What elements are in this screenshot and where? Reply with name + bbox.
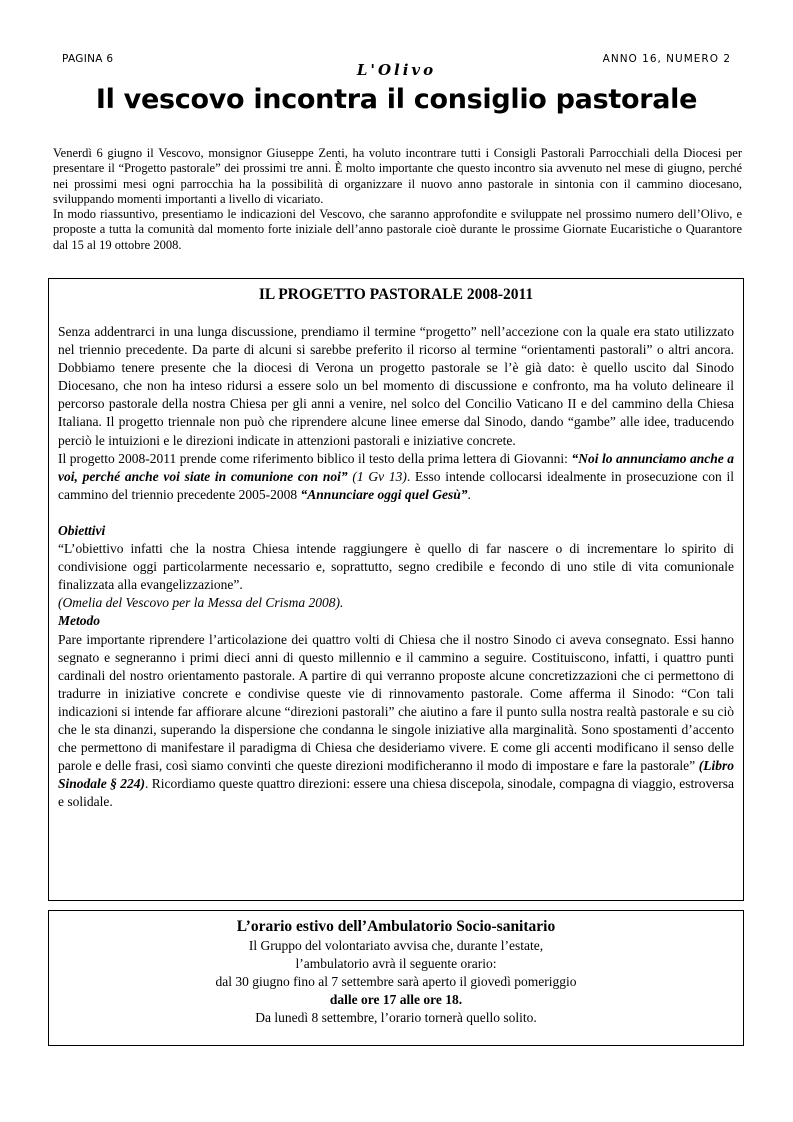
progetto-paragraph-1: Senza addentrarci in una lunga discussione, prendiamo il termine “progetto” nell’accezione con la quale era stato utilizzato nel triennio precedente. Da parte di alcuni si sarebbe preferito il ricorso al termine “orientamenti pastorali” o altri ancora. Dobbiamo tenere presente che la diocesi di Verona un progetto pastorale se l’è già dato: è quello uscito dal Sinodo Diocesano, che non ha inteso ridursi a essere solo un bel momento di discussione e confronto, ma ha voluto delineare il percorso pastorale della nostra Chiesa per gli anni a venire, nel solco del Concilio Vaticano II e del cammino della Chiesa Italiana. Il progetto triennale non può che riprendere alcune linee emerse dal Sinodo, dando “gambe” alle idee, traducendo perciò le intuizioni e le direzioni indicate in attenzioni pastorali e iniziative concrete. xyxy=(58,324,734,448)
metodo-text xyxy=(58,631,734,812)
previous-project-title: “Annunciare oggi quel Gesù” xyxy=(300,486,468,502)
progetto-box xyxy=(48,278,744,901)
metodo-heading: Metodo xyxy=(58,613,100,629)
intro-paragraph-2: In modo riassuntivo, presentiamo le indicazioni del Vescovo, che saranno approfondite e sviluppate nel prossimo numero dell’Olivo, e proposte a tutta la comunità dal momento forte iniziale dell’anno pastorale cioè durante le prossime Giornate Eucaristiche o Quarantore dal 15 al 19 ottobre 2008. xyxy=(53,207,742,252)
p2-text-b: . Esso intende collocarsi idealmente in prosecuzione con il cammino del triennio precedente 2005-2008 xyxy=(58,468,734,502)
spacer xyxy=(58,504,734,522)
ambulatorio-content xyxy=(49,917,743,1027)
ambulatorio-title: L’orario estivo dell’Ambulatorio Socio-sanitario xyxy=(236,918,556,935)
ambulatorio-line-1: Il Gruppo del volontariato avvisa che, durante l’estate, xyxy=(248,938,544,953)
ambulatorio-box xyxy=(48,910,744,1046)
obiettivi-source: (Omelia del Vescovo per la Messa del Crisma 2008). xyxy=(58,595,344,611)
bible-reference: (1 Gv 13) xyxy=(347,468,407,484)
article-title: Il vescovo incontra il consiglio pastorale xyxy=(95,84,698,115)
masthead: L'Olivo xyxy=(356,61,437,79)
ambulatorio-line-5: Da lunedì 8 settembre, l’orario tornerà quello solito. xyxy=(255,1010,537,1025)
p2-end: . xyxy=(467,486,471,502)
ambulatorio-hours: dalle ore 17 alle ore 18. xyxy=(329,992,463,1007)
progetto-title: IL PROGETTO PASTORALE 2008-2011 xyxy=(258,286,534,303)
metodo-reference: (Libro Sinodale § 224) xyxy=(58,758,734,792)
progetto-paragraph-2 xyxy=(58,450,734,504)
bible-quote: “Noi lo annunciamo anche a voi, perché anche voi siate in comunione con noi” xyxy=(58,450,735,484)
intro-paragraph-1: Venerdì 6 giugno il Vescovo, monsignor Giuseppe Zenti, ha voluto incontrare tutti i Consigli Pastorali Parrocchiali della Diocesi per presentare il “Progetto pastorale” dei prossimi tre anni. È molto importante che questo incontro sia avvenuto nel mese di giugno, perché nei prossimi mesi ogni parrocchia ha la possibilità di organizzare il nuovo anno pastorale in sintonia con il cammino diocesano, sviluppando momenti importanti a livello di vicariato. xyxy=(53,146,742,206)
progetto-body xyxy=(58,323,734,811)
p2-text-a: Il progetto 2008-2011 prende come riferimento biblico il testo della prima lettera di Giovanni: xyxy=(58,450,572,466)
page-number: PAGINA 6 xyxy=(62,53,114,65)
metodo-end: . Ricordiamo queste quattro direzioni: essere una chiesa discepola, sinodale, compagna di viaggio, estroversa e solidale. xyxy=(58,776,734,810)
issue-number: ANNO 16, NUMERO 2 xyxy=(602,53,731,65)
metodo-body: Pare importante riprendere l’articolazione dei quattro volti di Chiesa che il nostro Sinodo ci aveva consegnato. Essi hanno segnato e segneranno i primi dieci anni di questo millennio e il cammino a seguire. Costituiscono, infatti, i quattro punti cardinali del nostro orientamento pastorale. A partire di qui verranno proposte alcune concretizzazioni che ci permettono di tradurre in iniziative concrete e condivise queste vie di rinnovamento pastorale. Come afferma il Sinodo: “Con tali indicazioni si intende far affiorare alcune “direzioni pastorali” che aiutino a fare il punto sulla nostra realtà pastorale e su ciò che le sta dinanzi, superando la dispersione che condanna le singole iniziative alla marginalità. Sono spostamenti d’accento che permettono di manifestare il paradigma di Chiesa che desideriamo vivere. E come gli accenti modificano il senso delle parole e delle frasi, così siamo convinti che queste direzioni modificheranno il modo di impostare e fare la pastorale” xyxy=(58,631,734,774)
ambulatorio-line-3: dal 30 giugno fino al 7 settembre sarà aperto il giovedì pomeriggio xyxy=(215,974,577,989)
obiettivi-heading: Obiettivi xyxy=(58,522,106,538)
ambulatorio-line-2: l’ambulatorio avrà il seguente orario: xyxy=(295,956,497,971)
article-intro xyxy=(53,146,742,253)
obiettivi-text: “L’obiettivo infatti che la nostra Chiesa intende raggiungere è quello di far nascere o di incrementare lo spirito di condivisione oggi particolarmente necessario e, soprattutto, segno credibile e fecondo di uno stile di vita comunionale finalizzata alla evangelizzazione”. xyxy=(58,541,734,593)
